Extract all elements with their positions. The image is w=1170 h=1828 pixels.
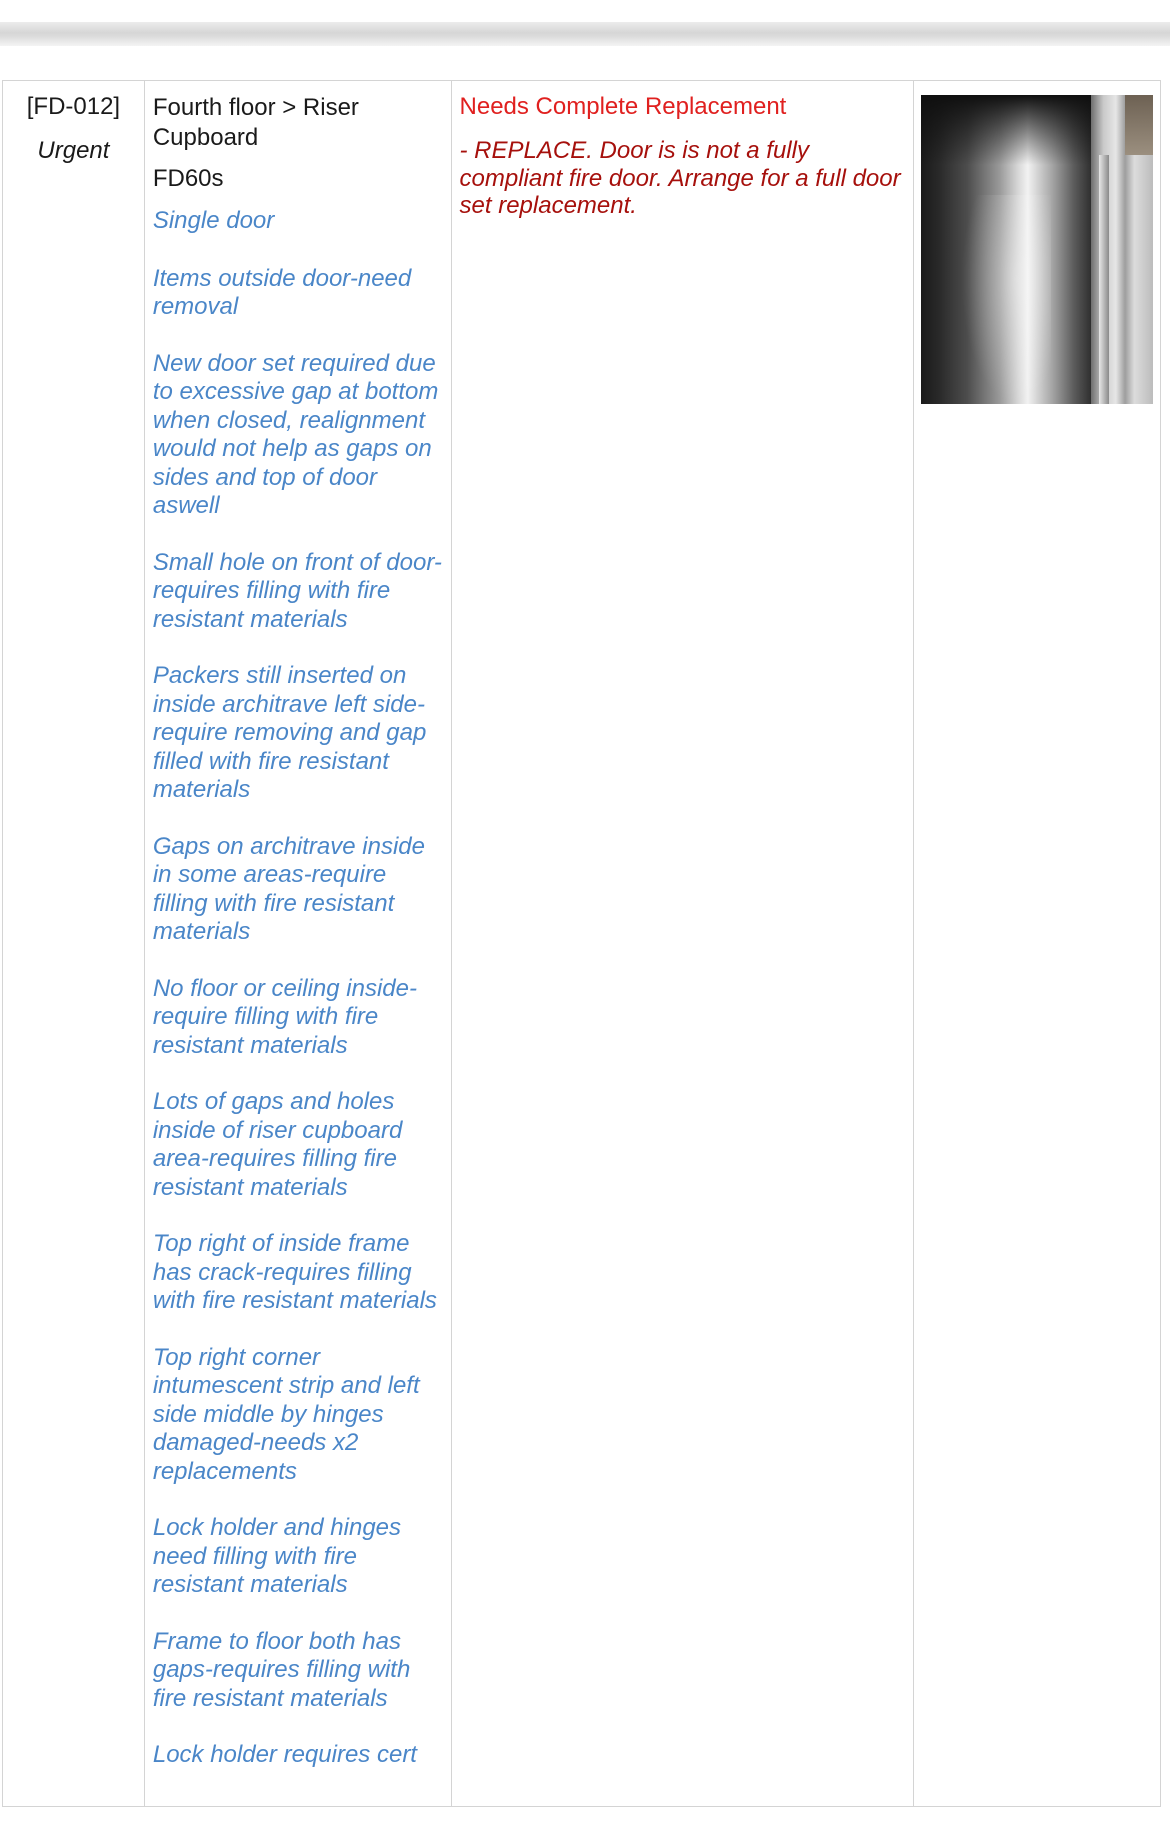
- fire-rating: FD60s: [152, 165, 224, 192]
- observations-list: [153, 207, 443, 1770]
- observation-item: Lots of gaps and holes inside of riser cupboard area-requires filling fire resistant materials: [152, 1088, 403, 1201]
- observation-item: Top right of inside frame has crack-requires filling with fire resistant materials: [152, 1230, 437, 1314]
- photo-pipe-highlight: [961, 195, 1051, 404]
- header-separator: [0, 22, 1170, 46]
- fire-door-record-table: [2, 80, 1161, 1807]
- observation-item: Single door: [152, 207, 275, 234]
- observation-item: Packers still inserted on inside architrave left side-require removing and gap filled with fire resistant materials: [152, 662, 427, 803]
- observation-item: Frame to floor both has gaps-requires filling with fire resistant materials: [152, 1627, 411, 1712]
- photo-wall: [1125, 95, 1153, 155]
- action-note: - REPLACE. Door is is not a fully compliant fire door. Arrange for a full door set replacement.: [459, 137, 901, 219]
- observation-item: Gaps on architrave inside in some areas-require filling with fire resistant materials: [152, 832, 425, 945]
- observation-item: Top right corner intumescent strip and left side middle by hinges damaged-needs x2 replacements: [152, 1343, 420, 1485]
- door-photo[interactable]: [921, 95, 1153, 404]
- priority-label: Urgent: [37, 137, 110, 164]
- door-id: [FD-012]: [26, 93, 121, 120]
- photo-cell: [914, 81, 1160, 1806]
- photo-frame-edge: [1099, 155, 1109, 404]
- location-cell: [145, 81, 452, 1806]
- action-title: Needs Complete Replacement: [459, 93, 787, 120]
- action-cell: [452, 81, 914, 1806]
- record-id-cell: [3, 81, 145, 1806]
- location-text: Fourth floor > Riser Cupboard: [152, 94, 359, 151]
- observation-item: Lock holder requires cert: [152, 1741, 417, 1768]
- observation-item: No floor or ceiling inside-require filling with fire resistant materials: [152, 974, 417, 1059]
- top-bar: [0, 0, 1170, 22]
- observation-item: Items outside door-need removal: [152, 264, 412, 320]
- observation-item: New door set required due to excessive gap at bottom when closed, realignment would not help as gaps on sides and top of door aswell: [152, 349, 439, 519]
- observation-item: Small hole on front of door-requires filling with fire resistant materials: [152, 548, 442, 633]
- observation-item: Lock holder and hinges need filling with fire resistant materials: [152, 1514, 402, 1598]
